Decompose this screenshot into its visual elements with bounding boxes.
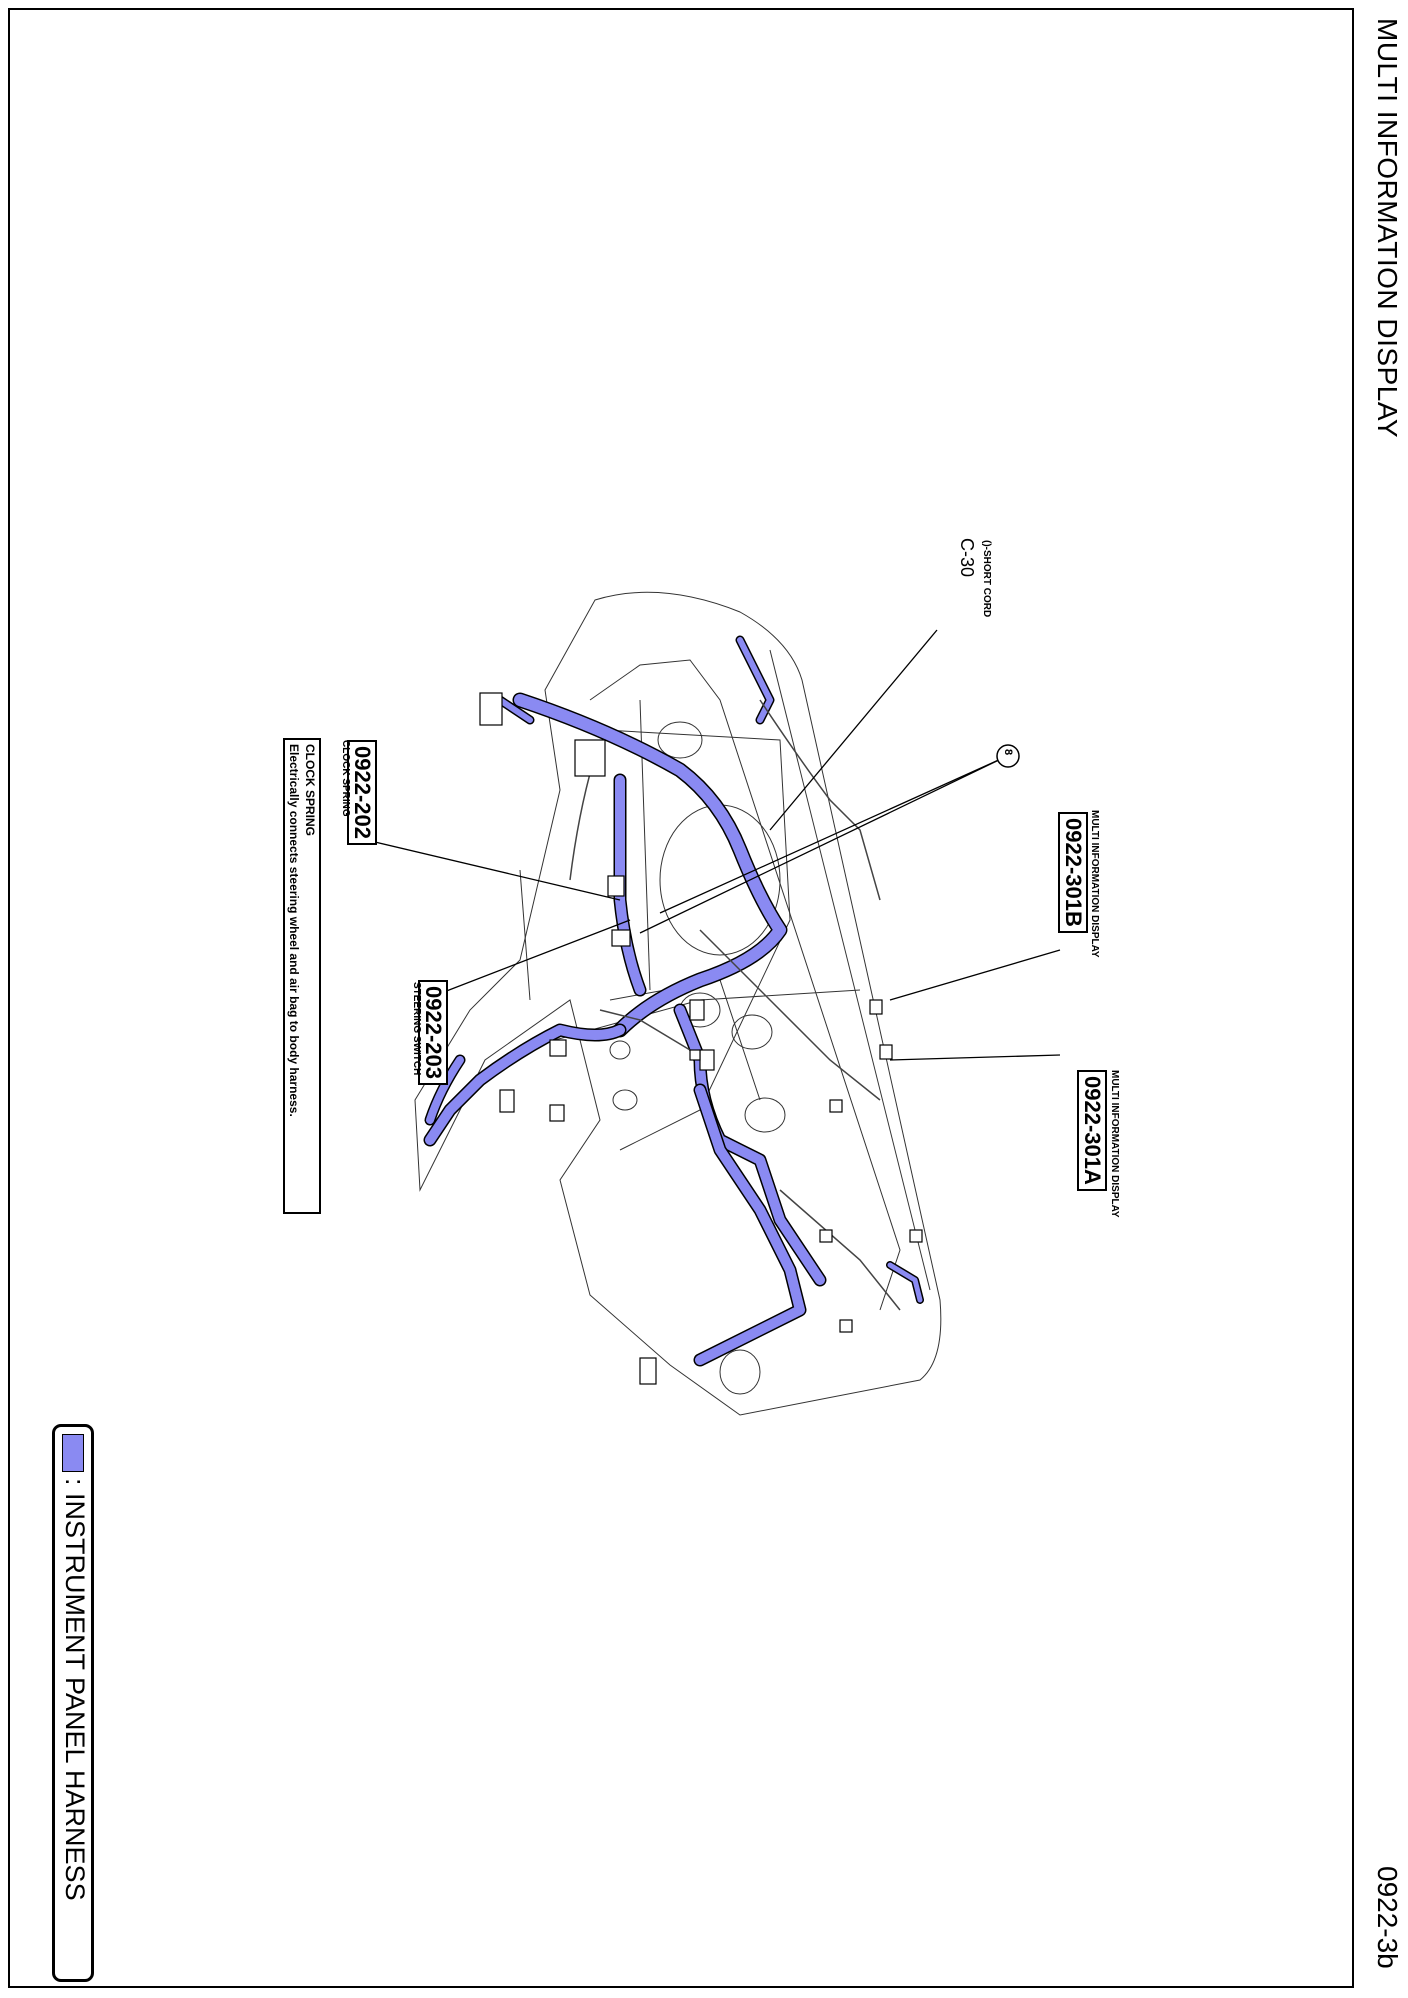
- steering-switch-caption: STEERING SWITCH: [411, 982, 422, 1076]
- short-cord-note: ()-SHORT CORD: [981, 540, 992, 618]
- page-title: MULTI INFORMATION DISPLAY: [1372, 18, 1403, 439]
- mid-b-code: 0922-301B: [1058, 812, 1088, 933]
- page-number: 0922-3b: [1372, 1866, 1403, 1969]
- clock-spring-caption: CLOCK SPRING: [340, 740, 351, 817]
- ground-number: 8: [1002, 749, 1014, 756]
- clock-spring-note-title: CLOCK SPRING: [303, 744, 317, 837]
- clock-spring-note-text: Electrically connects steering wheel and air bag to body harness.: [287, 744, 301, 1117]
- clock-spring-note: [283, 738, 321, 1214]
- short-cord-code: C-30: [957, 538, 977, 578]
- mid-a-code: 0922-301A: [1077, 1070, 1107, 1191]
- mid-b-caption: MULTI INFORMATION DISPLAY: [1089, 810, 1100, 958]
- leader-lines: [375, 630, 1060, 1060]
- mid-a-caption: MULTI INFORMATION DISPLAY: [1109, 1070, 1120, 1218]
- clock-spring-code: 0922-202: [347, 740, 377, 845]
- instrument-panel-harness: [430, 640, 920, 1360]
- legend-label: : INSTRUMENT PANEL HARNESS: [60, 1478, 90, 1901]
- steering-switch-code: 0922-203: [418, 980, 448, 1085]
